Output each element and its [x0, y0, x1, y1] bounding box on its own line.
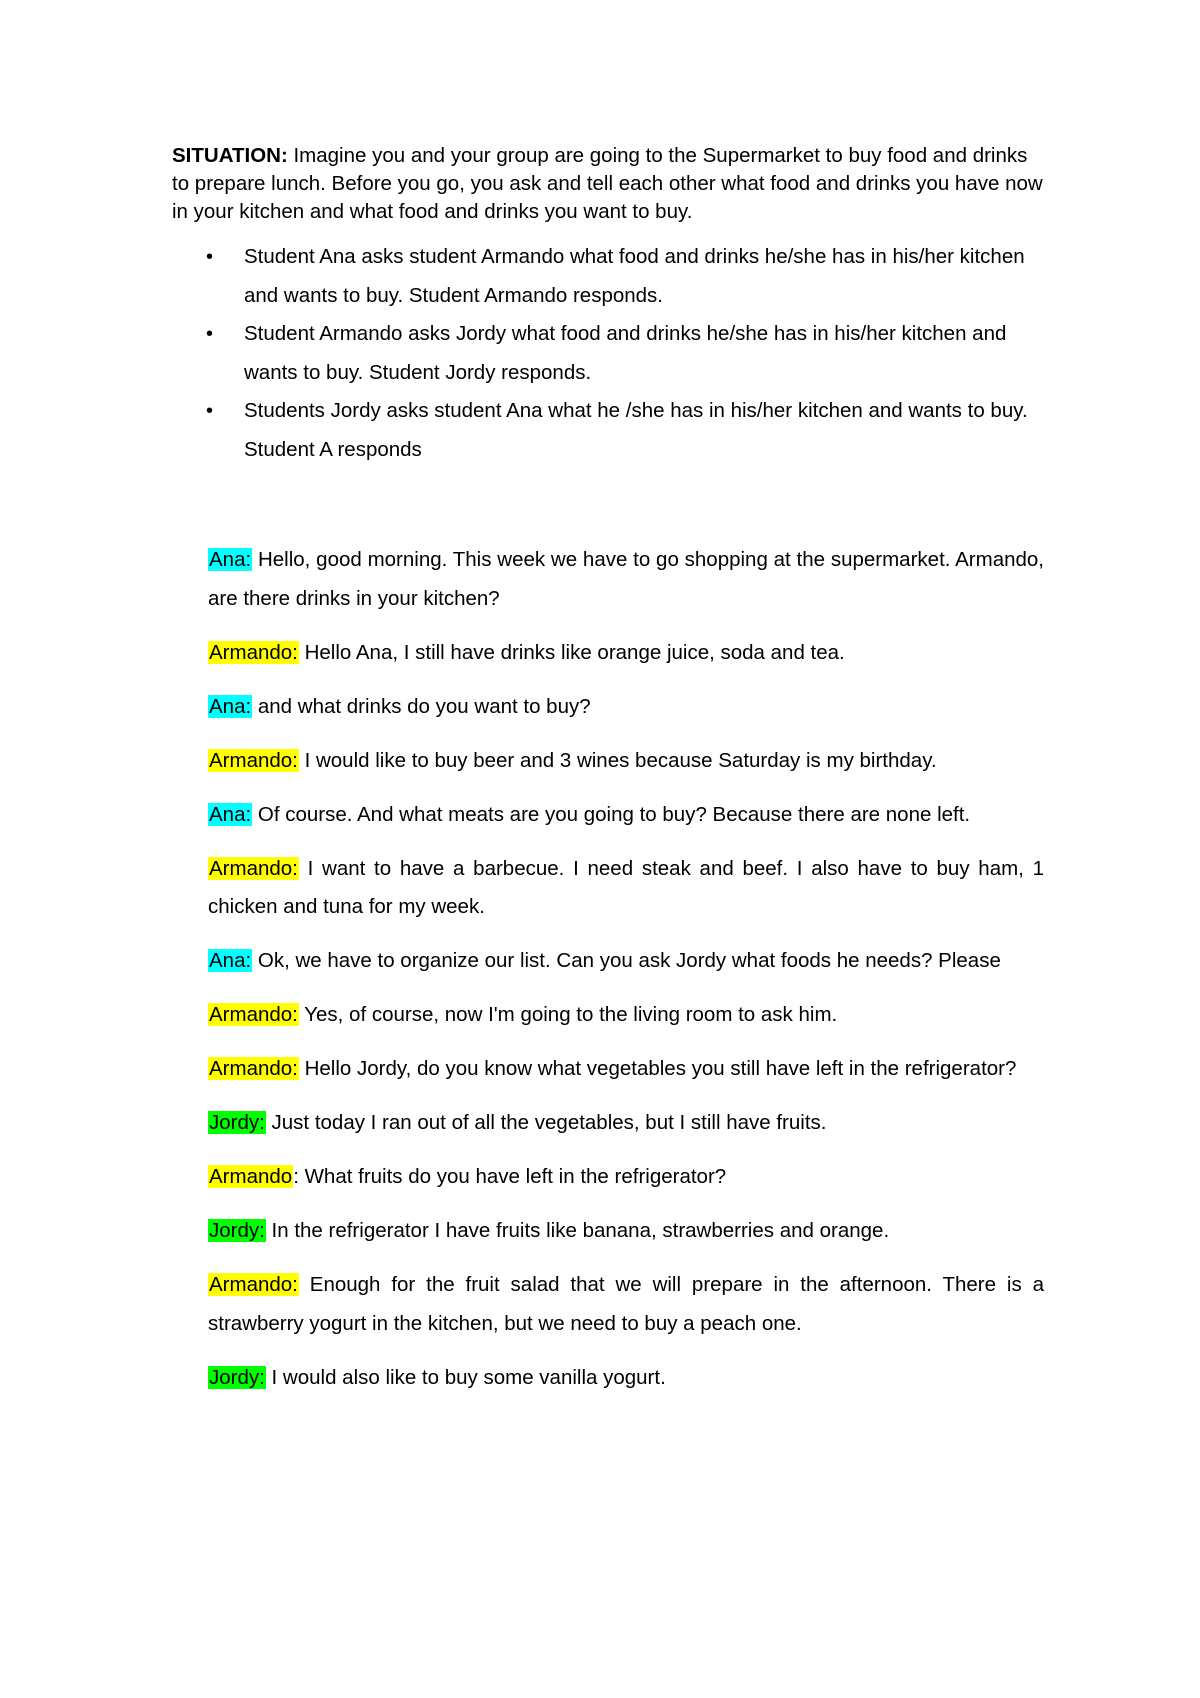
- instruction-text: Student Armando asks Jordy what food and drinks he/she has in his/her kitchen and wants to buy. Student Jordy responds.: [244, 322, 1007, 384]
- line-text: and what drinks do you want to buy?: [252, 694, 591, 718]
- speaker-ana: Ana:: [209, 694, 252, 718]
- instruction-item: [172, 392, 1044, 469]
- line-text: I would like to buy beer and 3 wines because Saturday is my birthday.: [298, 748, 937, 772]
- instruction-list: [172, 238, 1044, 469]
- dialogue-line-ana: [208, 688, 1044, 727]
- dialogue-line-ana: [208, 796, 1044, 835]
- speaker-ana: Ana:: [209, 949, 252, 972]
- speaker-armando: Armando: [209, 1165, 293, 1188]
- bullet-icon: •: [206, 400, 214, 422]
- speaker-ana: Ana:: [209, 548, 252, 571]
- speaker-armando: Armando:: [209, 640, 298, 664]
- line-text: I want to have a barbecue. I need steak and beef. I also have to buy ham, 1 chicken and tuna for my week.: [208, 856, 1044, 918]
- line-text: Ok, we have to organize our list. Can you ask Jordy what foods he needs? Please: [252, 949, 1001, 972]
- dialogue-line-jordy: [208, 1359, 1044, 1398]
- dialogue-line-armando: [208, 1158, 1044, 1197]
- line-text: I would also like to buy some vanilla yogurt.: [265, 1365, 666, 1389]
- line-text: Just today I ran out of all the vegetables, but I still have fruits.: [265, 1111, 827, 1134]
- instruction-item: [172, 315, 1044, 392]
- dialogue-line-jordy: [208, 1212, 1044, 1251]
- instruction-item: [172, 238, 1044, 315]
- bullet-icon: •: [206, 246, 214, 268]
- dialogue-line-armando: [208, 850, 1044, 927]
- dialogue-line-ana: [208, 942, 1044, 981]
- line-text: Hello, good morning. This week we have to go shopping at the supermarket. Armando, are there drinks in your kitchen?: [208, 548, 1044, 610]
- speaker-ana: Ana:: [209, 802, 252, 826]
- dialogue-line-armando: [208, 742, 1044, 781]
- dialogue-line-ana: [208, 541, 1044, 618]
- line-text: Yes, of course, now I'm going to the living room to ask him.: [298, 1003, 838, 1026]
- line-text: Hello Jordy, do you know what vegetables you still have left in the refrigerator?: [298, 1057, 1017, 1080]
- situation-text: Imagine you and your group are going to the Supermarket to buy food and drinks to prepare lunch. Before you go, you ask and tell each other what food and drinks you have now in your kitchen and what food and drinks you want to buy.: [172, 144, 1043, 223]
- speaker-armando: Armando:: [209, 856, 298, 880]
- speaker-armando: Armando:: [209, 1003, 298, 1026]
- bullet-icon: •: [206, 323, 214, 345]
- dialogue-line-armando: [208, 1266, 1044, 1343]
- dialogue: [208, 541, 1044, 1413]
- dialogue-line-armando: [208, 634, 1044, 673]
- speaker-jordy: Jordy:: [209, 1219, 265, 1242]
- speaker-armando: Armando:: [209, 1057, 298, 1080]
- speaker-armando: Armando:: [209, 1273, 298, 1296]
- speaker-jordy: Jordy:: [209, 1111, 265, 1134]
- situation-paragraph: [172, 142, 1044, 226]
- speaker-armando: Armando:: [209, 748, 298, 772]
- line-text: Of course. And what meats are you going to buy? Because there are none left.: [252, 802, 971, 826]
- line-text: In the refrigerator I have fruits like banana, strawberries and orange.: [265, 1219, 890, 1242]
- dialogue-line-armando: [208, 996, 1044, 1035]
- situation-label: SITUATION:: [172, 144, 288, 167]
- instruction-text: Student Ana asks student Armando what food and drinks he/she has in his/her kitchen and wants to buy. Student Armando responds.: [244, 245, 1025, 307]
- line-text: Enough for the fruit salad that we will prepare in the afternoon. There is a strawberry yogurt in the kitchen, but we need to buy a peach one.: [208, 1273, 1044, 1335]
- dialogue-line-armando: [208, 1050, 1044, 1089]
- instruction-text: Students Jordy asks student Ana what he /she has in his/her kitchen and wants to buy. Student A responds: [244, 399, 1028, 461]
- line-text: : What fruits do you have left in the refrigerator?: [293, 1165, 727, 1188]
- speaker-jordy: Jordy:: [209, 1365, 265, 1389]
- dialogue-line-jordy: [208, 1104, 1044, 1143]
- line-text: Hello Ana, I still have drinks like orange juice, soda and tea.: [298, 640, 845, 664]
